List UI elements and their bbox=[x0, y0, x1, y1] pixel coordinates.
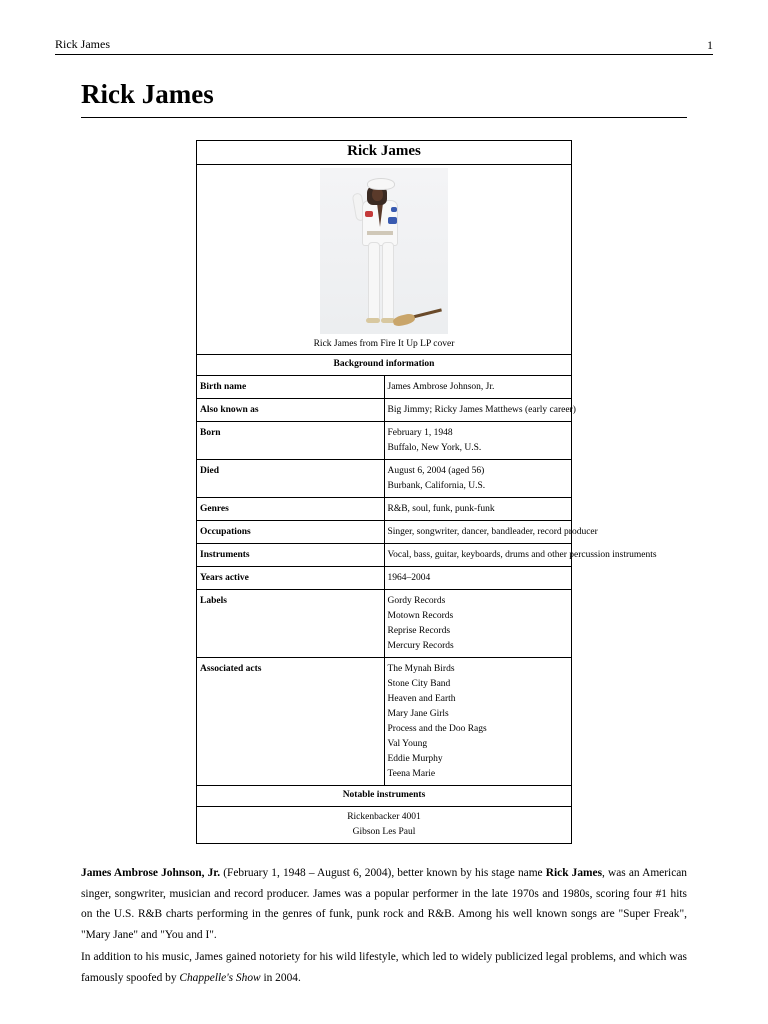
notable-instrument: Gibson Les Paul bbox=[352, 827, 416, 837]
stage-name: Rick James bbox=[545, 867, 603, 879]
article-body bbox=[81, 863, 687, 990]
text-span: in 2004. bbox=[260, 971, 301, 984]
value-line: Eddie Murphy bbox=[387, 754, 443, 764]
label-labels: Labels bbox=[197, 590, 385, 658]
value-line: Big Jimmy; Ricky James Matthews (early career) bbox=[387, 405, 576, 415]
value-line: James Ambrose Johnson, Jr. bbox=[387, 382, 495, 392]
image-caption: Rick James from Fire It Up LP cover bbox=[313, 339, 455, 349]
label-years-active: Years active bbox=[197, 567, 385, 590]
label-genres: Genres bbox=[197, 498, 385, 521]
artist-photo bbox=[320, 168, 448, 334]
row-born bbox=[197, 422, 572, 460]
value-line: Singer, songwriter, dancer, bandleader, record producer bbox=[387, 527, 598, 537]
value-line: Mary Jane Girls bbox=[387, 709, 449, 719]
value-line: Heaven and Earth bbox=[387, 694, 456, 704]
article-title: Rick James bbox=[81, 75, 687, 118]
value-line: Process and the Doo Rags bbox=[387, 724, 487, 734]
row-labels bbox=[197, 590, 572, 658]
label-also-known-as: Also known as bbox=[197, 399, 385, 422]
value-instruments bbox=[384, 544, 657, 567]
value-labels bbox=[384, 590, 572, 658]
label-birth-name: Birth name bbox=[197, 376, 385, 399]
value-line: Val Young bbox=[387, 739, 428, 749]
label-died: Died bbox=[197, 460, 385, 498]
value-line: Buffalo, New York, U.S. bbox=[387, 443, 482, 453]
row-also-known-as bbox=[197, 399, 572, 422]
second-paragraph bbox=[81, 947, 687, 988]
infobox-image-cell bbox=[197, 165, 572, 355]
text-span: , was an American singer, songwriter, musician and record producer. James was a popular performer in the late 1970s and 1980s, scoring four #1 hits on the U.S. R&B charts performing in the genres of funk, punk rock and R&B. Among his well known songs are "Super Freak", "Mary Jane" and "You and I". bbox=[81, 867, 687, 941]
row-instruments bbox=[197, 544, 572, 567]
value-died bbox=[384, 460, 572, 498]
value-associated-acts bbox=[384, 658, 572, 786]
label-occupations: Occupations bbox=[197, 521, 385, 544]
row-years-active bbox=[197, 567, 572, 590]
row-genres bbox=[197, 498, 572, 521]
infobox-title: Rick James bbox=[197, 141, 572, 165]
value-occupations bbox=[384, 521, 598, 544]
value-born bbox=[384, 422, 572, 460]
row-associated-acts bbox=[197, 658, 572, 786]
infobox bbox=[196, 140, 657, 844]
value-line: Teena Marie bbox=[387, 769, 436, 779]
value-line: Mercury Records bbox=[387, 641, 454, 651]
section-notable-instruments: Notable instruments bbox=[197, 786, 572, 807]
label-instruments: Instruments bbox=[197, 544, 385, 567]
value-line: Gordy Records bbox=[387, 596, 446, 606]
value-years-active bbox=[384, 567, 572, 590]
value-line: R&B, soul, funk, punk-funk bbox=[387, 504, 495, 514]
value-line: Reprise Records bbox=[387, 626, 451, 636]
intro-paragraph bbox=[81, 863, 687, 945]
running-header-title: Rick James bbox=[55, 37, 110, 51]
value-birth-name bbox=[384, 376, 572, 399]
notable-instrument: Rickenbacker 4001 bbox=[347, 812, 421, 822]
value-line: 1964–2004 bbox=[387, 573, 431, 583]
full-name: James Ambrose Johnson, Jr. bbox=[81, 867, 221, 879]
text-span: In addition to his music, James gained notoriety for his wild lifestyle, which led to widely publicized legal problems, and which was famously spoofed by bbox=[81, 951, 687, 984]
value-line: February 1, 1948 bbox=[387, 428, 453, 438]
show-title: Chappelle's Show bbox=[179, 971, 261, 984]
row-died bbox=[197, 460, 572, 498]
row-birth-name bbox=[197, 376, 572, 399]
row-occupations bbox=[197, 521, 572, 544]
label-associated-acts: Associated acts bbox=[197, 658, 385, 786]
value-line: The Mynah Birds bbox=[387, 664, 455, 674]
page-number: 1 bbox=[707, 38, 713, 52]
label-born: Born bbox=[197, 422, 385, 460]
running-header bbox=[55, 37, 713, 55]
value-line: Vocal, bass, guitar, keyboards, drums and other percussion instruments bbox=[387, 550, 657, 560]
section-background-info: Background information bbox=[197, 355, 572, 376]
value-line: Motown Records bbox=[387, 611, 454, 621]
notable-instruments-list bbox=[197, 807, 572, 844]
value-line: Burbank, California, U.S. bbox=[387, 481, 486, 491]
text-span: (February 1, 1948 – August 6, 2004), better known by his stage name bbox=[220, 867, 546, 879]
value-genres bbox=[384, 498, 572, 521]
value-line: August 6, 2004 (aged 56) bbox=[387, 466, 485, 476]
value-line: Stone City Band bbox=[387, 679, 451, 689]
value-also-known-as bbox=[384, 399, 576, 422]
